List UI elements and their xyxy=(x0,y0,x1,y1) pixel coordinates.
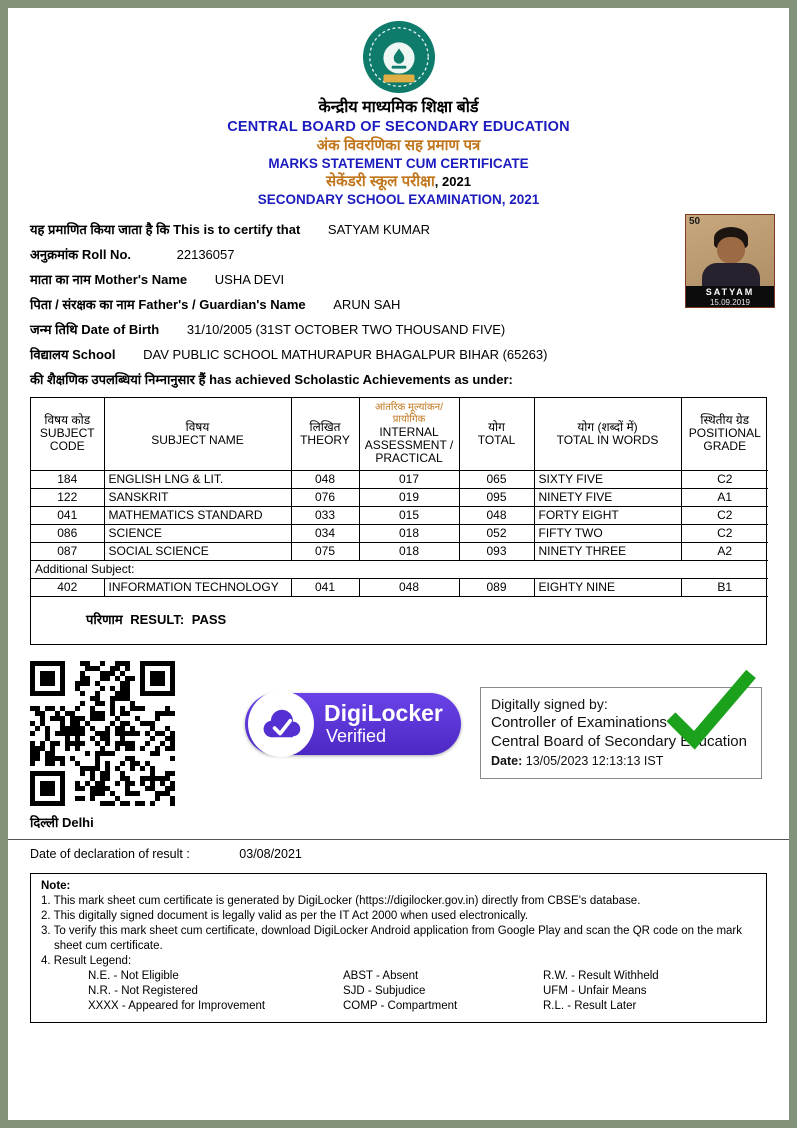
student-details xyxy=(30,222,767,388)
document-title-hindi: अंक विवरणिका सह प्रमाण पत्र xyxy=(316,137,481,154)
roll-number-value: 22136057 xyxy=(176,247,235,262)
legend-item: R.L. - Result Later xyxy=(543,999,637,1012)
detail-row-certify xyxy=(30,222,767,238)
cell-internal: 018 xyxy=(359,524,459,542)
digilocker-badge xyxy=(245,693,461,755)
detail-row-achievement xyxy=(30,372,767,388)
cell-subject: MATHEMATICS STANDARD xyxy=(104,506,291,524)
cell-words: NINETY THREE xyxy=(534,542,681,560)
cell-code: 402 xyxy=(31,578,104,596)
cell-grade: A2 xyxy=(681,542,768,560)
cell-subject: INFORMATION TECHNOLOGY xyxy=(104,578,291,596)
detail-row-mother xyxy=(30,272,767,288)
legend-item: ABST - Absent xyxy=(343,969,419,982)
cell-total: 065 xyxy=(459,470,534,488)
cell-theory: 048 xyxy=(291,470,359,488)
green-checkmark-icon xyxy=(661,666,759,752)
note-line-3: 3. To verify this mark sheet cum certificate, download DigiLocker Android application from Google Play and scan the QR code on the mark sheet cum certificate. xyxy=(41,924,743,952)
father-name-value: ARUN SAH xyxy=(333,297,401,312)
cell-internal: 017 xyxy=(359,470,459,488)
roll-label-english: Roll No. xyxy=(81,247,131,262)
digilocker-subtitle: Verified xyxy=(326,725,387,746)
qr-code xyxy=(30,661,175,806)
date-value: 13/05/2023 12:13:13 IST xyxy=(525,753,664,768)
cell-total: 093 xyxy=(459,542,534,560)
school-value: DAV PUBLIC SCHOOL MATHURAPUR BHAGALPUR BIHAR (65263) xyxy=(143,347,548,362)
col-header-subject-name: विषय SUBJECT NAME xyxy=(104,398,291,470)
marks-table xyxy=(31,398,768,597)
exam-name-hindi: सेकेंडरी स्कूल परीक्षा, 2021 xyxy=(326,173,471,190)
table-row xyxy=(31,524,768,542)
signature-date xyxy=(491,754,751,768)
cell-internal: 018 xyxy=(359,542,459,560)
student-photo xyxy=(685,214,775,308)
dob-value: 31/10/2005 (31ST OCTOBER TWO THOUSAND FIVE) xyxy=(186,322,506,337)
cell-theory: 034 xyxy=(291,524,359,542)
achievement-label-hindi: की शैक्षणिक उपलब्धियां निम्नानुसार हैं xyxy=(30,372,206,387)
col-header-total: योग TOTAL xyxy=(459,398,534,470)
table-row xyxy=(31,506,768,524)
cell-code: 122 xyxy=(31,488,104,506)
cloud-check-icon xyxy=(248,691,314,757)
date-label: Date: xyxy=(491,753,523,768)
cell-grade: C2 xyxy=(681,524,768,542)
roll-label-hindi: अनुक्रमांक xyxy=(30,247,79,262)
dob-label-hindi: जन्म तिथि xyxy=(30,322,78,337)
legend-item: N.E. - Not Eligible xyxy=(88,969,179,982)
certify-label-english: This is to certify that xyxy=(173,222,301,237)
cell-words: FIFTY TWO xyxy=(534,524,681,542)
cell-total: 095 xyxy=(459,488,534,506)
cell-code: 087 xyxy=(31,542,104,560)
result-label-english: RESULT: xyxy=(130,611,185,627)
table-row xyxy=(31,488,768,506)
board-name-english: CENTRAL BOARD OF SECONDARY EDUCATION xyxy=(227,119,570,135)
photo-name: SATYAM xyxy=(705,287,755,297)
note-box xyxy=(30,873,767,1023)
col-header-internal: आंतरिक मूल्यांकन/प्रायोगिक INTERNAL ASSESSMENT / PRACTICAL xyxy=(359,398,459,470)
cell-grade: B1 xyxy=(681,578,768,596)
digital-signature-box xyxy=(480,687,762,779)
cell-grade: C2 xyxy=(681,470,768,488)
detail-row-dob xyxy=(30,322,767,338)
declaration-date-value: 03/08/2021 xyxy=(239,846,302,861)
mother-name-value: USHA DEVI xyxy=(214,272,285,287)
table-row xyxy=(31,470,768,488)
note-line-1: 1. This mark sheet cum certificate is generated by DigiLocker (https://digilocker.gov.in) directly from CBSE's database. xyxy=(41,894,641,907)
achievement-label-english: has achieved Scholastic Achievements as under: xyxy=(209,372,513,387)
certify-label-hindi: यह प्रमाणित किया जाता है कि xyxy=(30,222,170,237)
place-line xyxy=(30,813,767,831)
cell-code: 184 xyxy=(31,470,104,488)
col-header-subject-code: विषय कोड SUBJECT CODE xyxy=(31,398,104,470)
signer-name: Controller of Examinations xyxy=(491,713,667,731)
cell-subject: ENGLISH LNG & LIT. xyxy=(104,470,291,488)
cell-subject: SCIENCE xyxy=(104,524,291,542)
legend-row xyxy=(41,969,756,984)
declaration-line xyxy=(30,847,767,861)
father-label-hindi: पिता / संरक्षक का नाम xyxy=(30,297,135,312)
detail-row-father xyxy=(30,297,767,313)
cell-total: 048 xyxy=(459,506,534,524)
cell-grade: C2 xyxy=(681,506,768,524)
board-name-hindi: केन्द्रीय माध्यमिक शिक्षा बोर्ड xyxy=(318,99,479,116)
school-label-english: School xyxy=(72,347,116,362)
cell-internal: 048 xyxy=(359,578,459,596)
cell-subject: SOCIAL SCIENCE xyxy=(104,542,291,560)
additional-subject-label-row xyxy=(31,560,768,578)
cbse-logo xyxy=(362,20,436,94)
cell-theory: 076 xyxy=(291,488,359,506)
result-label-hindi: परिणाम xyxy=(86,611,123,627)
result-value: PASS xyxy=(191,611,227,627)
table-row xyxy=(31,542,768,560)
note-title: Note: xyxy=(41,879,71,892)
legend-item: N.R. - Not Registered xyxy=(88,984,198,997)
legend-item: COMP - Compartment xyxy=(343,999,458,1012)
marks-table-box xyxy=(30,397,767,645)
marks-table-header-row xyxy=(31,398,768,470)
col-header-total-words: योग (शब्दों में) TOTAL IN WORDS xyxy=(534,398,681,470)
cell-total: 089 xyxy=(459,578,534,596)
declaration-label: Date of declaration of result : xyxy=(30,846,190,861)
cell-theory: 033 xyxy=(291,506,359,524)
col-header-grade: स्थितीय ग्रेड POSITIONAL GRADE xyxy=(681,398,768,470)
result-line xyxy=(31,597,766,644)
photo-caption-band xyxy=(686,286,774,307)
legend-item: XXXX - Appeared for Improvement xyxy=(88,999,266,1012)
legend-item: R.W. - Result Withheld xyxy=(543,969,659,982)
legend-item: SJD - Subjudice xyxy=(343,984,426,997)
col-header-theory: लिखित THEORY xyxy=(291,398,359,470)
cell-theory: 075 xyxy=(291,542,359,560)
father-label-english: Father's / Guardian's Name xyxy=(138,297,306,312)
cell-internal: 015 xyxy=(359,506,459,524)
legend-row xyxy=(41,999,756,1014)
photo-date: 15.09.2019 xyxy=(709,298,751,307)
certificate-header xyxy=(30,20,767,208)
place-english: Delhi xyxy=(61,814,94,830)
mother-label-english: Mother's Name xyxy=(94,272,188,287)
cell-total: 052 xyxy=(459,524,534,542)
cell-words: EIGHTY NINE xyxy=(534,578,681,596)
cell-grade: A1 xyxy=(681,488,768,506)
exam-name-english: SECONDARY SCHOOL EXAMINATION, 2021 xyxy=(257,192,540,207)
note-line-4: 4. Result Legend: xyxy=(41,954,132,967)
additional-subject-label: Additional Subject: xyxy=(31,560,768,578)
legend-item: UFM - Unfair Means xyxy=(543,984,647,997)
document-title-english: MARKS STATEMENT CUM CERTIFICATE xyxy=(268,156,529,171)
digilocker-title: DigiLocker xyxy=(324,699,443,726)
cell-words: NINETY FIVE xyxy=(534,488,681,506)
legend-row xyxy=(41,984,756,999)
cell-code: 041 xyxy=(31,506,104,524)
cell-words: SIXTY FIVE xyxy=(534,470,681,488)
cell-words: FORTY EIGHT xyxy=(534,506,681,524)
verification-section xyxy=(30,661,767,811)
detail-row-roll xyxy=(30,247,767,263)
signer-organization: Central Board of Secondary Education xyxy=(491,732,747,750)
place-hindi: दिल्ली xyxy=(30,814,59,830)
signed-by-label: Digitally signed by: xyxy=(491,695,608,712)
photo-person-face xyxy=(717,237,745,264)
separator-line xyxy=(8,839,789,840)
cell-code: 086 xyxy=(31,524,104,542)
cell-subject: SANSKRIT xyxy=(104,488,291,506)
mother-label-hindi: माता का नाम xyxy=(30,272,91,287)
detail-row-school xyxy=(30,347,767,363)
note-line-2: 2. This digitally signed document is legally valid as per the IT Act 2000 when used electronically. xyxy=(41,909,529,922)
digilocker-badge-text xyxy=(324,701,443,747)
photo-corner-number: 50 xyxy=(689,216,701,227)
dob-label-english: Date of Birth xyxy=(81,322,160,337)
cell-theory: 041 xyxy=(291,578,359,596)
school-label-hindi: विद्यालय xyxy=(30,347,69,362)
table-row xyxy=(31,578,768,596)
cell-internal: 019 xyxy=(359,488,459,506)
student-name-value: SATYAM KUMAR xyxy=(327,222,431,237)
